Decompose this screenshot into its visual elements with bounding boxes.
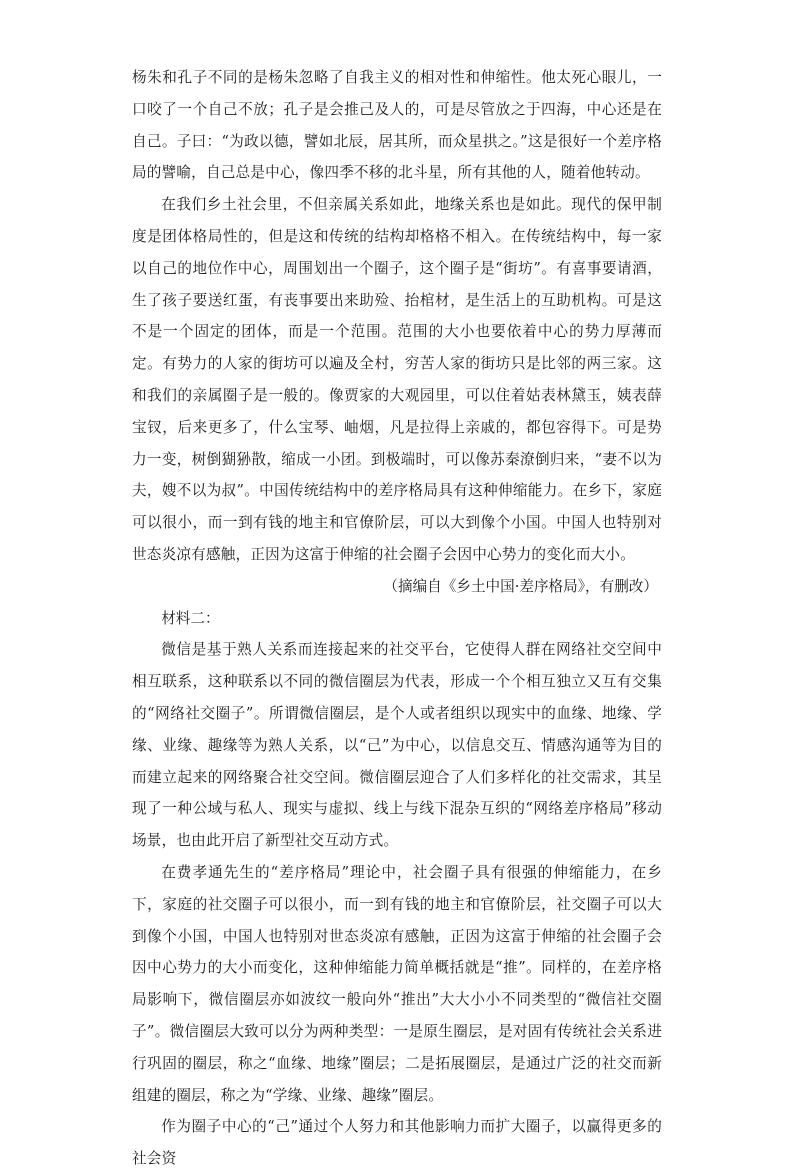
paragraph-wechat-circles: 微信是基于熟人关系而连接起来的社交平台，它使得人群在网络社交空间中相互联系，这种联系以不同的微信圈层为代表，形成一个个相互独立又互有交集的“网络社交圈子”。所谓微信圈层，是个人或者组织以现实中的血缘、地缘、学缘、业缘、趣缘等为熟人关系，以“己”为中心，以信息交互、情感沟通等为目的而建立起来的网络聚合社交空间。微信圈层迎合了人们多样化的社交需求，其呈现了一种公域与私人、现实与虚拟、线上与线下混杂互织的“网络差序格局”移动场景，也由此开启了新型社交互动方式。 [132, 641, 662, 850]
source-citation: （摘编自《乡土中国·差序格局》，有删改） [383, 577, 658, 595]
paragraph-rural-society: 在我们乡土社会里，不但亲属关系如此，地缘关系也是如此。现代的保甲制度是团体格局性的，但是这和传统的结构却格格不相入。在传统结构中，每一家以自己的地位作中心，周围划出一个圈子，这个圈子是“街坊”。有喜事要请酒，生了孩子要送红蛋，有丧事要出来助殓、抬棺材，是生活上的互助机构。可是这不是一个固定的团体，而是一个范围。范围的大小也要依着中心的势力厚薄而定。有势力的人家的街坊可以遍及全村，穷苦人家的街坊只是比邻的两三家。这和我们的亲属圈子是一般的。像贾家的大观园里，可以住着姑表林黛玉，姨表薛宝钗，后来更多了，什么宝琴、岫烟，凡是拉得上亲戚的，都包容得下。可是势力一变，树倒猢狲散，缩成一小团。到极端时，可以像苏秦潦倒归来，“妻不以为夫，嫂不以为叔”。中国传统结构中的差序格局具有这种伸缩能力。在乡下，家庭可以很小，而一到有钱的地主和官僚阶层，可以大到像个小国。中国人也特别对世态炎凉有感触，正因为这富于伸缩的社会圈子会因中心势力的变化而大小。 [132, 196, 662, 563]
paragraph-self-center: 作为圈子中心的“己”通过个人努力和其他影响力而扩大圈子，以赢得更多的社会资 [132, 1118, 662, 1168]
material-two-heading: 材料二： [161, 609, 220, 627]
paragraph-yangzhu-confucius: 杨朱和孔子不同的是杨朱忽略了自我主义的相对性和伸缩性。他太死心眼儿，一口咬了一个自己不放；孔子是会推己及人的，可是尽管放之于四海，中心还是在自己。子曰：“为政以德，譬如北辰，居其所，而众星拱之。”这是很好一个差序格局的譬喻，自己总是中心，像四季不移的北斗星，所有其他的人，随着他转动。 [132, 69, 662, 182]
paragraph-differential-pattern: 在费孝通先生的“差序格局”理论中，社会圈子具有很强的伸缩能力，在乡下，家庭的社交圈子可以很小，而一到有钱的地主和官僚阶层，社交圈子可以大到像个小国，中国人也特别对世态炎凉有感触，正因为这富于伸缩的社会圈子会因中心势力的大小而变化，这种伸缩能力简单概括就是“推”。同样的，在差序格局影响下，微信圈层亦如波纹一般向外“推出”大大小小不同类型的“微信社交圈子”。微信圈层大致可以分为两种类型：一是原生圈层，是对固有传统社会关系进行巩固的圈层，称之“血缘、地缘”圈层；二是拓展圈层，是通过广泛的社交而新组建的圈层，称之为“学缘、业缘、趣缘”圈层。 [132, 863, 662, 1104]
document-page [132, 62, 662, 1175]
